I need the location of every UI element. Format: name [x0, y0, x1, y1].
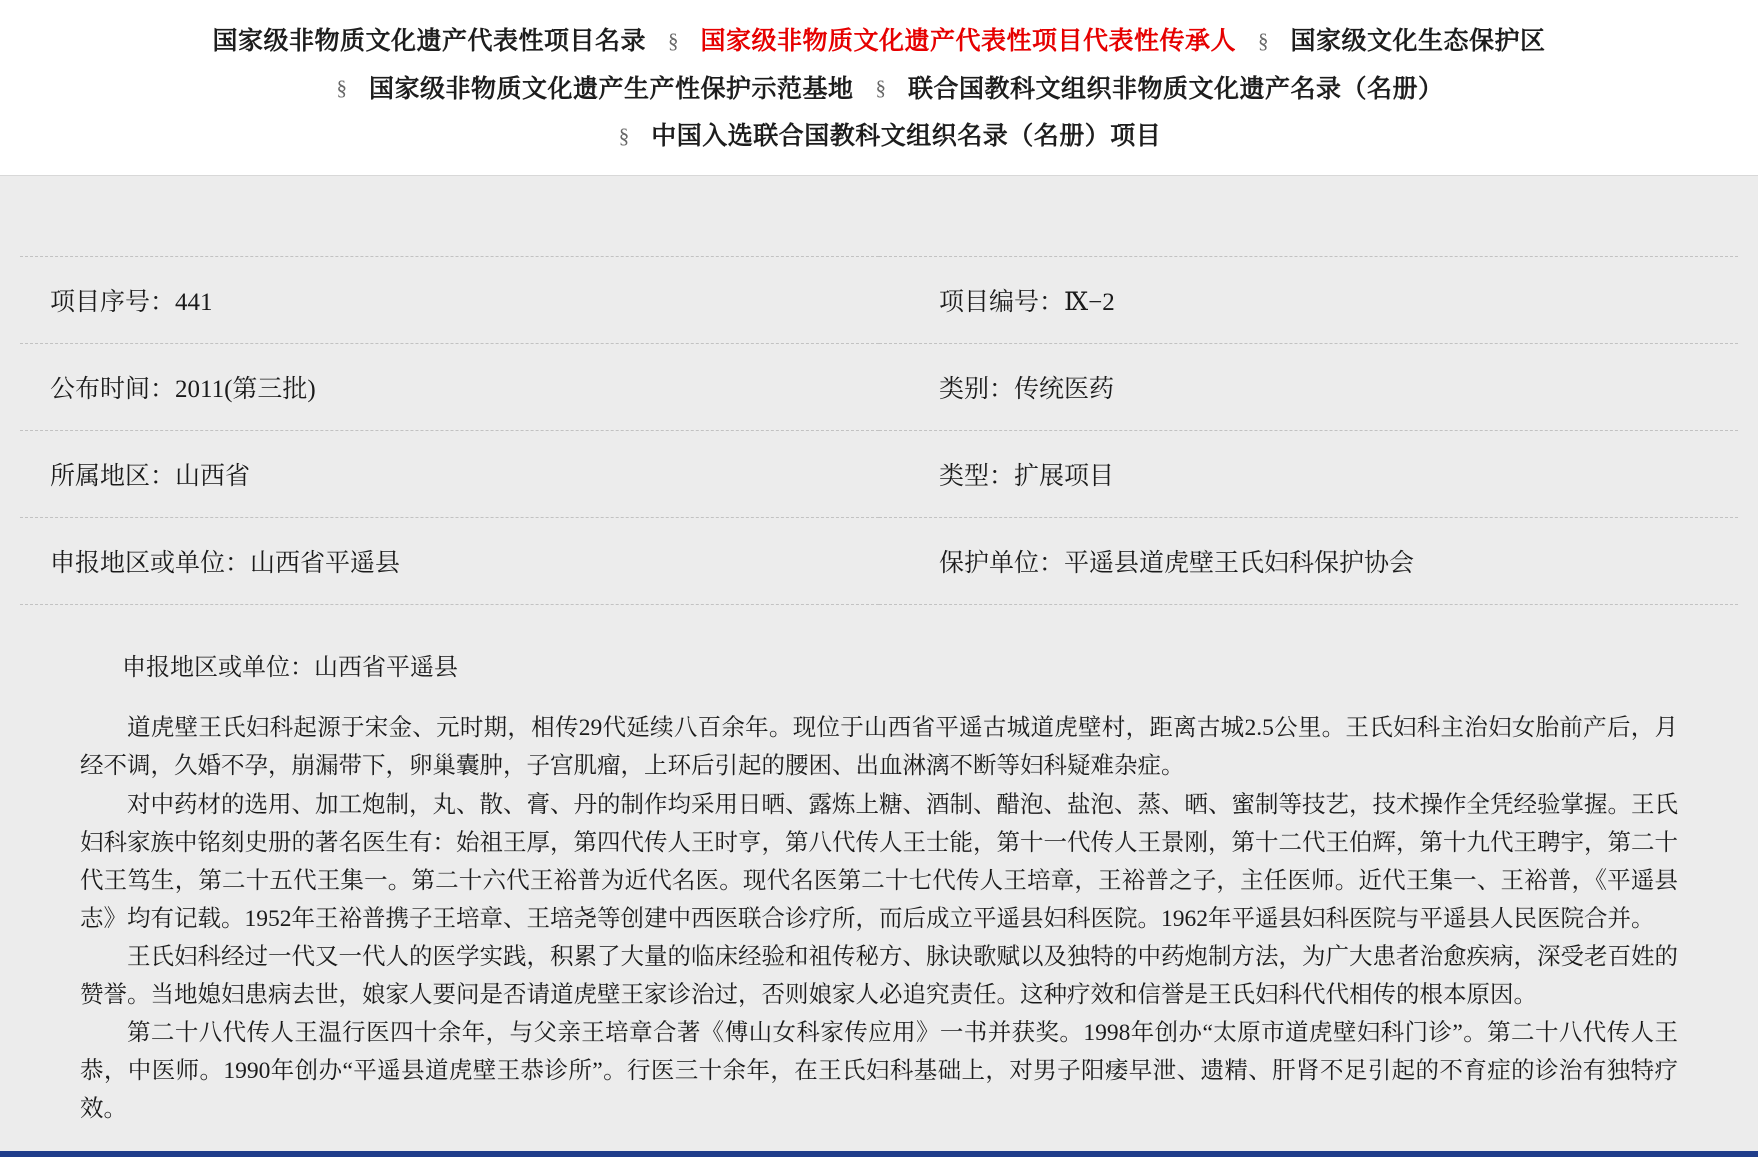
info-cell-applicant-unit — [20, 517, 879, 604]
nav-link-representative-inheritors[interactable]: 国家级非物质文化遗产代表性项目代表性传承人 — [700, 28, 1236, 55]
table-row — [20, 517, 1738, 604]
info-label: 类别： — [939, 375, 1015, 403]
info-label: 项目序号： — [50, 288, 176, 316]
article-paragraph: 对中药材的选用、加工炮制，丸、散、膏、丹的制作均采用日晒、露炼上糖、酒制、醋泡、盐泡、蒸、晒、蜜制等技艺，技术操作全凭经验掌握。王氏妇科家族中铭刻史册的著名医生有：始祖王厚，第四代传人王时亨，第八代传人王士能，第十一代传人王景刚，第十二代王伯辉，第十九代王聘宇，第二十代王笃生，第二十五代王集一。第二十六代王裕普为近代名医。现代名医第二十七代传人王培章，王裕普之子，主任医师。近代王集一、王裕普，《平遥县志》均有记载。1952年王裕普携子王培章、王培尧等创建中西医联合诊疗所，而后成立平遥县妇科医院。1962年平遥县妇科医院与平遥县人民医院合并。 — [80, 791, 1678, 932]
table-row — [20, 343, 1738, 430]
category-navigation — [0, 0, 1758, 175]
content-panel — [0, 175, 1758, 1157]
nav-separator-icon: § — [875, 76, 886, 101]
info-cell-project-serial — [20, 256, 879, 343]
article-paragraph: 道虎壁王氏妇科起源于宋金、元时期，相传29代延续八百余年。现位于山西省平遥古城道虎壁村，距离古城2.5公里。王氏妇科主治妇女胎前产后，月经不调，久婚不孕，崩漏带下，卵巢囊肿，子宫肌瘤，上环后引起的腰困、出血淋漓不断等妇科疑难杂症。 — [80, 715, 1678, 780]
article-subheading: 申报地区或单位：山西省平遥县 — [122, 654, 458, 681]
footer-rule — [0, 1151, 1758, 1157]
info-value: 441 — [175, 288, 213, 316]
info-cell-project-code — [879, 256, 1738, 343]
info-cell-publish-time — [20, 343, 879, 430]
info-value: 传统医药 — [1014, 375, 1115, 403]
nav-separator-icon: § — [618, 123, 630, 148]
article-paragraph: 王氏妇科经过一代又一代人的医学实践，积累了大量的临床经验和祖传秘方、脉诀歌赋以及独特的中药炮制方法，为广大患者治愈疾病，深受老百姓的赞誉。当地媳妇患病去世，娘家人要问是否请道虎壁王家诊治过，否则娘家人必追究责任。这种疗效和信誉是王氏妇科代代相传的根本原因。 — [80, 943, 1678, 1008]
info-value: 平遥县道虎壁王氏妇科保护协会 — [1064, 549, 1415, 577]
project-info-table — [20, 256, 1738, 605]
info-label: 申报地区或单位： — [50, 549, 251, 577]
info-label: 所属地区： — [50, 462, 176, 490]
nav-link-representative-project-list[interactable]: 国家级非物质文化遗产代表性项目名录 — [212, 28, 646, 55]
nav-separator-icon: § — [667, 28, 679, 53]
info-cell-protection-unit — [879, 517, 1738, 604]
info-cell-region — [20, 430, 879, 517]
info-label: 类型： — [939, 462, 1015, 490]
nav-link-cultural-ecology-protection-zone[interactable]: 国家级文化生态保护区 — [1290, 28, 1546, 55]
nav-separator-icon: § — [336, 76, 347, 101]
info-label: 项目编号： — [939, 288, 1065, 316]
nav-row-1 — [0, 18, 1758, 66]
nav-link-unesco-ich-list[interactable]: 联合国教科文组织非物质文化遗产名录（名册） — [908, 75, 1444, 103]
table-row — [20, 430, 1738, 517]
info-label: 公布时间： — [50, 375, 176, 403]
nav-row-3 — [0, 113, 1758, 161]
nav-link-productive-protection-base[interactable]: 国家级非物质文化遗产生产性保护示范基地 — [368, 75, 854, 103]
info-value: 山西省平遥县 — [250, 549, 401, 577]
panel-top-spacer — [0, 176, 1758, 256]
info-cell-type — [879, 430, 1738, 517]
info-value: 山西省 — [175, 462, 251, 490]
nav-row-2 — [0, 66, 1758, 114]
nav-separator-icon: § — [1258, 28, 1269, 53]
info-cell-category — [879, 343, 1738, 430]
info-value: 扩展项目 — [1014, 462, 1115, 490]
article-paragraph: 第二十八代传人王温行医四十余年，与父亲王培章合著《傅山女科家传应用》一书并获奖。1998年创办“太原市道虎壁妇科门诊”。第二十八代传人王恭，中医师。1990年创办“平遥县道虎壁王恭诊所”。行医三十余年，在王氏妇科基础上，对男子阳痿早泄、遗精、肝肾不足引起的不育症的诊治有独特疗效。 — [80, 1019, 1678, 1122]
info-label: 保护单位： — [939, 549, 1065, 577]
info-value: Ⅸ−2 — [1064, 288, 1115, 316]
panel-inner — [0, 256, 1758, 1129]
info-value: 2011(第三批) — [175, 375, 316, 403]
table-row — [20, 256, 1738, 343]
nav-link-china-selected-unesco-projects[interactable]: 中国入选联合国教科文组织名录（名册）项目 — [651, 123, 1162, 150]
project-description — [20, 605, 1738, 1129]
